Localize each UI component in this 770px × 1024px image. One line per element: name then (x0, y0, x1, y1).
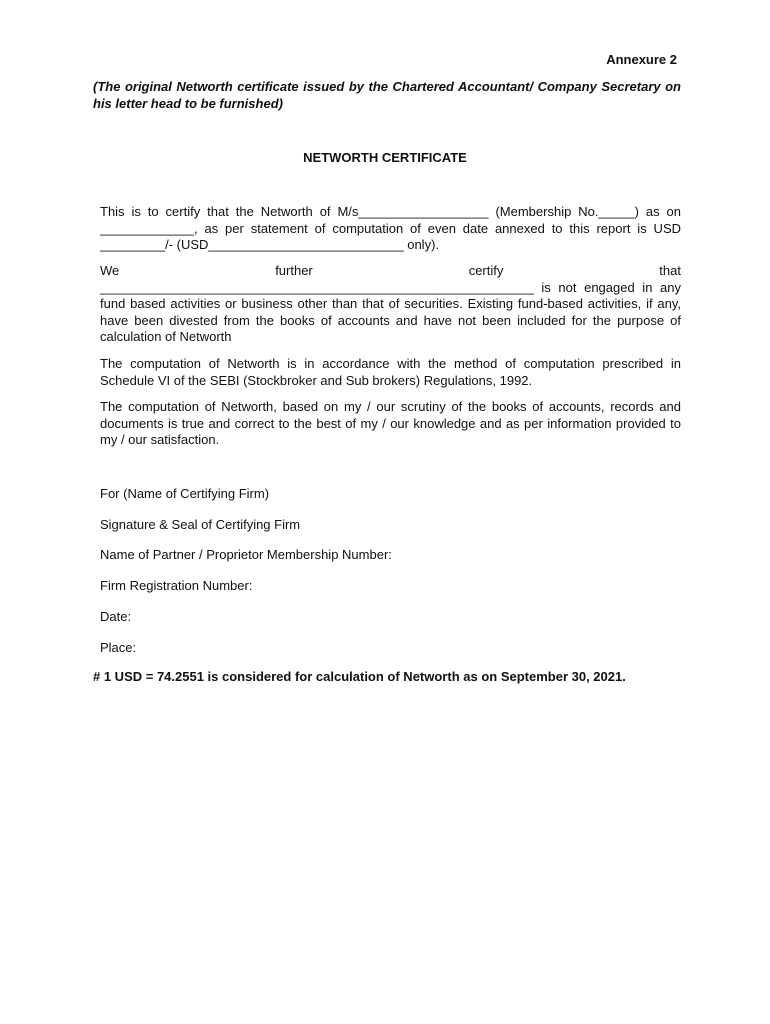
instruction-note: (The original Networth certificate issued by the Chartered Accountant/ Company Secretary on his letter head to be furnished) (93, 79, 681, 111)
computation-method-paragraph: The computation of Networth is in accordance with the method of computation prescribed in Schedule VI of the SEBI (Stockbroker and Sub brokers) Regulations, 1992. (100, 356, 681, 388)
certification-paragraph: This is to certify that the Networth of M/s__________________ (Membership No._____) as on _____________, as per statement of computation of even date annexed to this report is USD _________/- (USD___________________________ only). (100, 204, 681, 252)
word-that: that (659, 263, 681, 278)
engagement-first-line (100, 263, 681, 280)
word-certify: certify (468, 263, 504, 278)
word-we: We (100, 263, 120, 278)
certifying-firm-line: For (Name of Certifying Firm) (100, 486, 270, 501)
document-title: NETWORTH CERTIFICATE (303, 150, 467, 165)
partner-membership-line: Name of Partner / Proprietor Membership Number: (100, 547, 392, 562)
engagement-paragraph (100, 263, 681, 346)
engagement-body: ____________________________________________________________ is not engaged in any fund based activities or business other than that of securities. Existing fund-based activities, if any, have been divested from the books of accounts and have not been included for the purpose of calculation of Networth (100, 279, 681, 344)
firm-registration-line: Firm Registration Number: (100, 578, 253, 593)
place-line: Place: (100, 640, 137, 655)
annexure-label: Annexure 2 (606, 52, 677, 67)
scrutiny-paragraph: The computation of Networth, based on my / our scrutiny of the books of accounts, records and documents is true and correct to the best of my / our knowledge and as per information provided to my / our satisfaction. (100, 399, 681, 447)
word-further: further (275, 263, 313, 278)
date-line: Date: (100, 609, 132, 624)
exchange-rate-footnote: # 1 USD = 74.2551 is considered for calculation of Networth as on September 30, 2021. (93, 669, 626, 684)
signature-seal-line: Signature & Seal of Certifying Firm (100, 517, 301, 532)
